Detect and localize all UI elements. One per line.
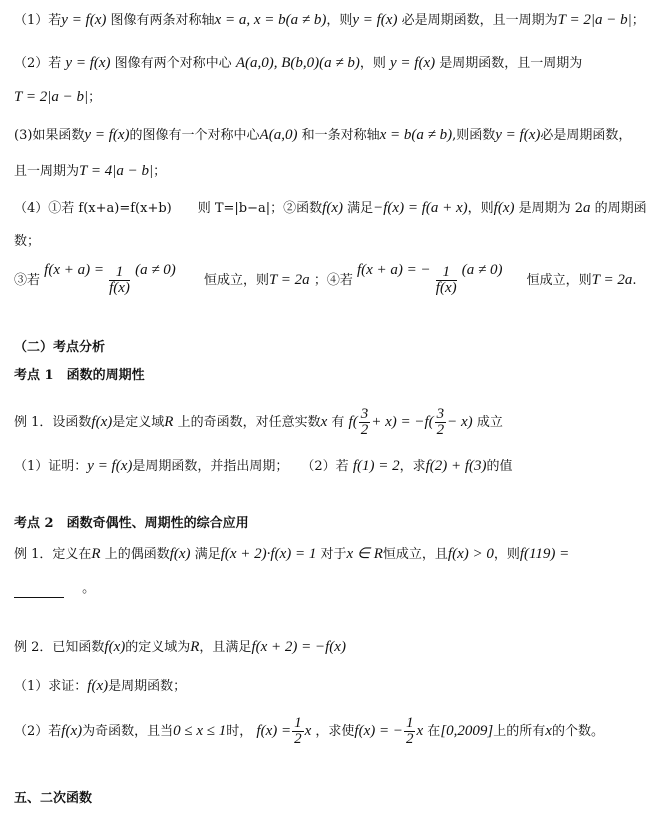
formula: + x) = −f( (371, 414, 434, 430)
formula: f(x) (104, 639, 126, 655)
numerator: 1 (109, 265, 130, 281)
formula: y = f(x) (84, 127, 130, 143)
denominator: 2 (405, 731, 414, 747)
formula: f(x) (493, 200, 515, 216)
text: 必是周期函数， (540, 128, 632, 143)
text: （2）若 (14, 724, 62, 739)
formula: f(x) (87, 678, 109, 694)
formula: (a ≠ 0) (461, 262, 503, 278)
example-3-question-2 (14, 714, 632, 749)
item-1-line (14, 11, 645, 30)
text: ；④若 (313, 273, 353, 288)
fraction (435, 407, 447, 438)
formula: y = f(x) (61, 12, 107, 28)
text: 图像有两个对称中心 (114, 56, 232, 71)
formula: A(a,0), B(b,0)(a ≠ b) (235, 55, 360, 71)
text: 数； (14, 234, 41, 249)
denominator: 2 (294, 731, 302, 747)
text: ； (631, 13, 645, 28)
formula: f(119) = (519, 546, 570, 562)
text: 满足 (194, 547, 221, 562)
example-3-line (14, 638, 632, 657)
formula: R (190, 639, 200, 655)
text: 是定义域 (112, 415, 165, 430)
formula: x (416, 723, 424, 739)
numerator: 3 (436, 406, 445, 422)
formula: f( (348, 414, 358, 430)
example-2-line (14, 545, 632, 564)
text: （4）①若 f(x+a)=f(x+b) 则 T=|b−a|；②函数 (14, 201, 323, 216)
text: 例 1．定义在 (14, 547, 92, 562)
formula: 0 ≤ x ≤ 1 (173, 723, 227, 739)
fraction (404, 716, 416, 747)
formula: x (304, 723, 312, 739)
formula: −f(x) = f(a + x) (373, 200, 468, 216)
formula: (a ≠ 0) (135, 262, 176, 278)
text: 上的所有 (493, 724, 546, 739)
topic-heading: 考点 2 函数奇偶性、周期性的综合应用 (14, 516, 249, 531)
formula: T = 2|a − b| (557, 12, 632, 28)
text: （1）求证： (14, 679, 88, 694)
formula: f(x) (61, 723, 83, 739)
text: 的定义域为 (125, 640, 191, 655)
denominator: 2 (360, 422, 369, 438)
numerator: 1 (294, 715, 302, 731)
formula: y = f(x) (390, 55, 436, 71)
text: ，则 (467, 201, 494, 216)
formula: y = f(x) (352, 12, 398, 28)
text: 恒成立，则 (203, 273, 269, 288)
text: （1）若 (14, 13, 62, 28)
text: 的个数。 (551, 724, 604, 739)
text: （1）证明： (14, 459, 88, 474)
fraction (359, 407, 371, 438)
item-2-line (14, 54, 632, 73)
text: 例 2．已知函数 (14, 640, 105, 655)
numerator: 1 (405, 715, 414, 731)
formula: f(x + a) = − (356, 262, 431, 278)
formula: T = 2|a − b| (14, 89, 89, 105)
text: 必是周期函数，且一周期为 (401, 13, 558, 28)
formula: f(x) (91, 414, 113, 430)
text: 上的奇函数，对任意实数 (177, 415, 321, 430)
formula: f(x) = (256, 723, 292, 739)
text: 例 1．设函数 (14, 415, 92, 430)
formula: x = b(a ≠ b) (379, 127, 453, 143)
section-heading: 五、二次函数 (14, 791, 93, 806)
text: 是周期为 2 (518, 201, 584, 216)
formula: x ∈ R (346, 546, 383, 562)
example-1-line (14, 405, 632, 440)
text: 是周期函数，并指出周期； （2）若 (132, 459, 349, 474)
denominator: f(x) (435, 280, 457, 296)
text: ，则 (493, 547, 520, 562)
formula: a (583, 200, 591, 216)
text: 图像有两条对称轴 (110, 13, 215, 28)
text: 。 (82, 581, 96, 596)
numerator: 1 (436, 265, 457, 281)
text: 成立 (476, 415, 503, 430)
text: 是周期函数； (108, 679, 187, 694)
formula: y = f(x) (65, 55, 111, 71)
text: ； (88, 90, 102, 105)
formula: T = 2a (591, 272, 633, 288)
fraction (436, 265, 457, 296)
text: 满足 (347, 201, 374, 216)
item-3-continuation (14, 162, 632, 181)
formula: f(x) = − (354, 723, 403, 739)
fraction (109, 265, 130, 296)
text: 恒成立，且 (382, 547, 448, 562)
formula: x (545, 723, 552, 739)
text: 有 (331, 415, 345, 430)
item-3-line (14, 126, 632, 145)
text: ，则 (326, 13, 353, 28)
section-heading: （二）考点分析 (14, 340, 106, 355)
text: ，则 (359, 56, 386, 71)
topic-heading: 考点 1 函数的周期性 (14, 368, 145, 383)
example-1-questions (14, 457, 632, 476)
formula: R (164, 414, 174, 430)
item-4-line (14, 199, 647, 218)
text: (3)如果函数 (14, 128, 85, 143)
item-2-continuation (14, 88, 632, 107)
text: 且一周期为 (14, 164, 80, 179)
formula: y = f(x) (495, 127, 541, 143)
text: 的值 (486, 459, 513, 474)
formula: T = 4|a − b| (79, 163, 154, 179)
text: 在 (427, 724, 441, 739)
text: 上的偶函数 (104, 547, 170, 562)
item-4-cases (14, 262, 637, 298)
formula: f(x) (169, 546, 191, 562)
text: 的周期函 (594, 201, 647, 216)
formula: y = f(x) (87, 458, 133, 474)
formula: x = a, x = b(a ≠ b) (214, 12, 327, 28)
text: 恒成立，则 (526, 273, 592, 288)
formula: f(2) + f(3) (425, 458, 487, 474)
formula: f(x) (322, 200, 343, 216)
formula: [0,2009] (440, 723, 494, 739)
formula: f(1) = 2 (352, 458, 400, 474)
formula: f(x + a) = (44, 262, 104, 278)
formula: f(x + 2)·f(x) = 1 (220, 546, 317, 562)
text: ，求 (399, 459, 426, 474)
text: ，且满足 (199, 640, 252, 655)
denominator: 2 (436, 422, 445, 438)
formula: A(a,0) (259, 127, 298, 143)
formula: R (91, 546, 101, 562)
formula: f(x) > 0 (447, 546, 494, 562)
formula: − x) (447, 414, 473, 430)
text: ,则函数 (452, 128, 496, 143)
denominator: f(x) (109, 280, 130, 296)
text: 是周期函数，且一周期为 (439, 56, 583, 71)
text: 为奇函数，且当 (82, 724, 174, 739)
fraction (292, 716, 304, 747)
formula: T = 2a (268, 272, 310, 288)
example-2-answer (14, 580, 632, 598)
text: ③若 (14, 273, 41, 288)
formula: x (320, 414, 328, 430)
formula: f(x + 2) = −f(x) (251, 639, 346, 655)
item-4-continuation (14, 233, 632, 251)
text: ，求使 (315, 724, 355, 739)
example-3-question-1 (14, 677, 632, 696)
text: 和一条对称轴 (301, 128, 380, 143)
text: 的图像有一个对称中心 (129, 128, 260, 143)
text: . (632, 273, 637, 288)
numerator: 3 (360, 406, 369, 422)
text: 时， (226, 724, 253, 739)
text: （2）若 (14, 56, 62, 71)
answer-blank (14, 585, 64, 598)
text: ； (153, 164, 167, 179)
text: 对于 (320, 547, 347, 562)
